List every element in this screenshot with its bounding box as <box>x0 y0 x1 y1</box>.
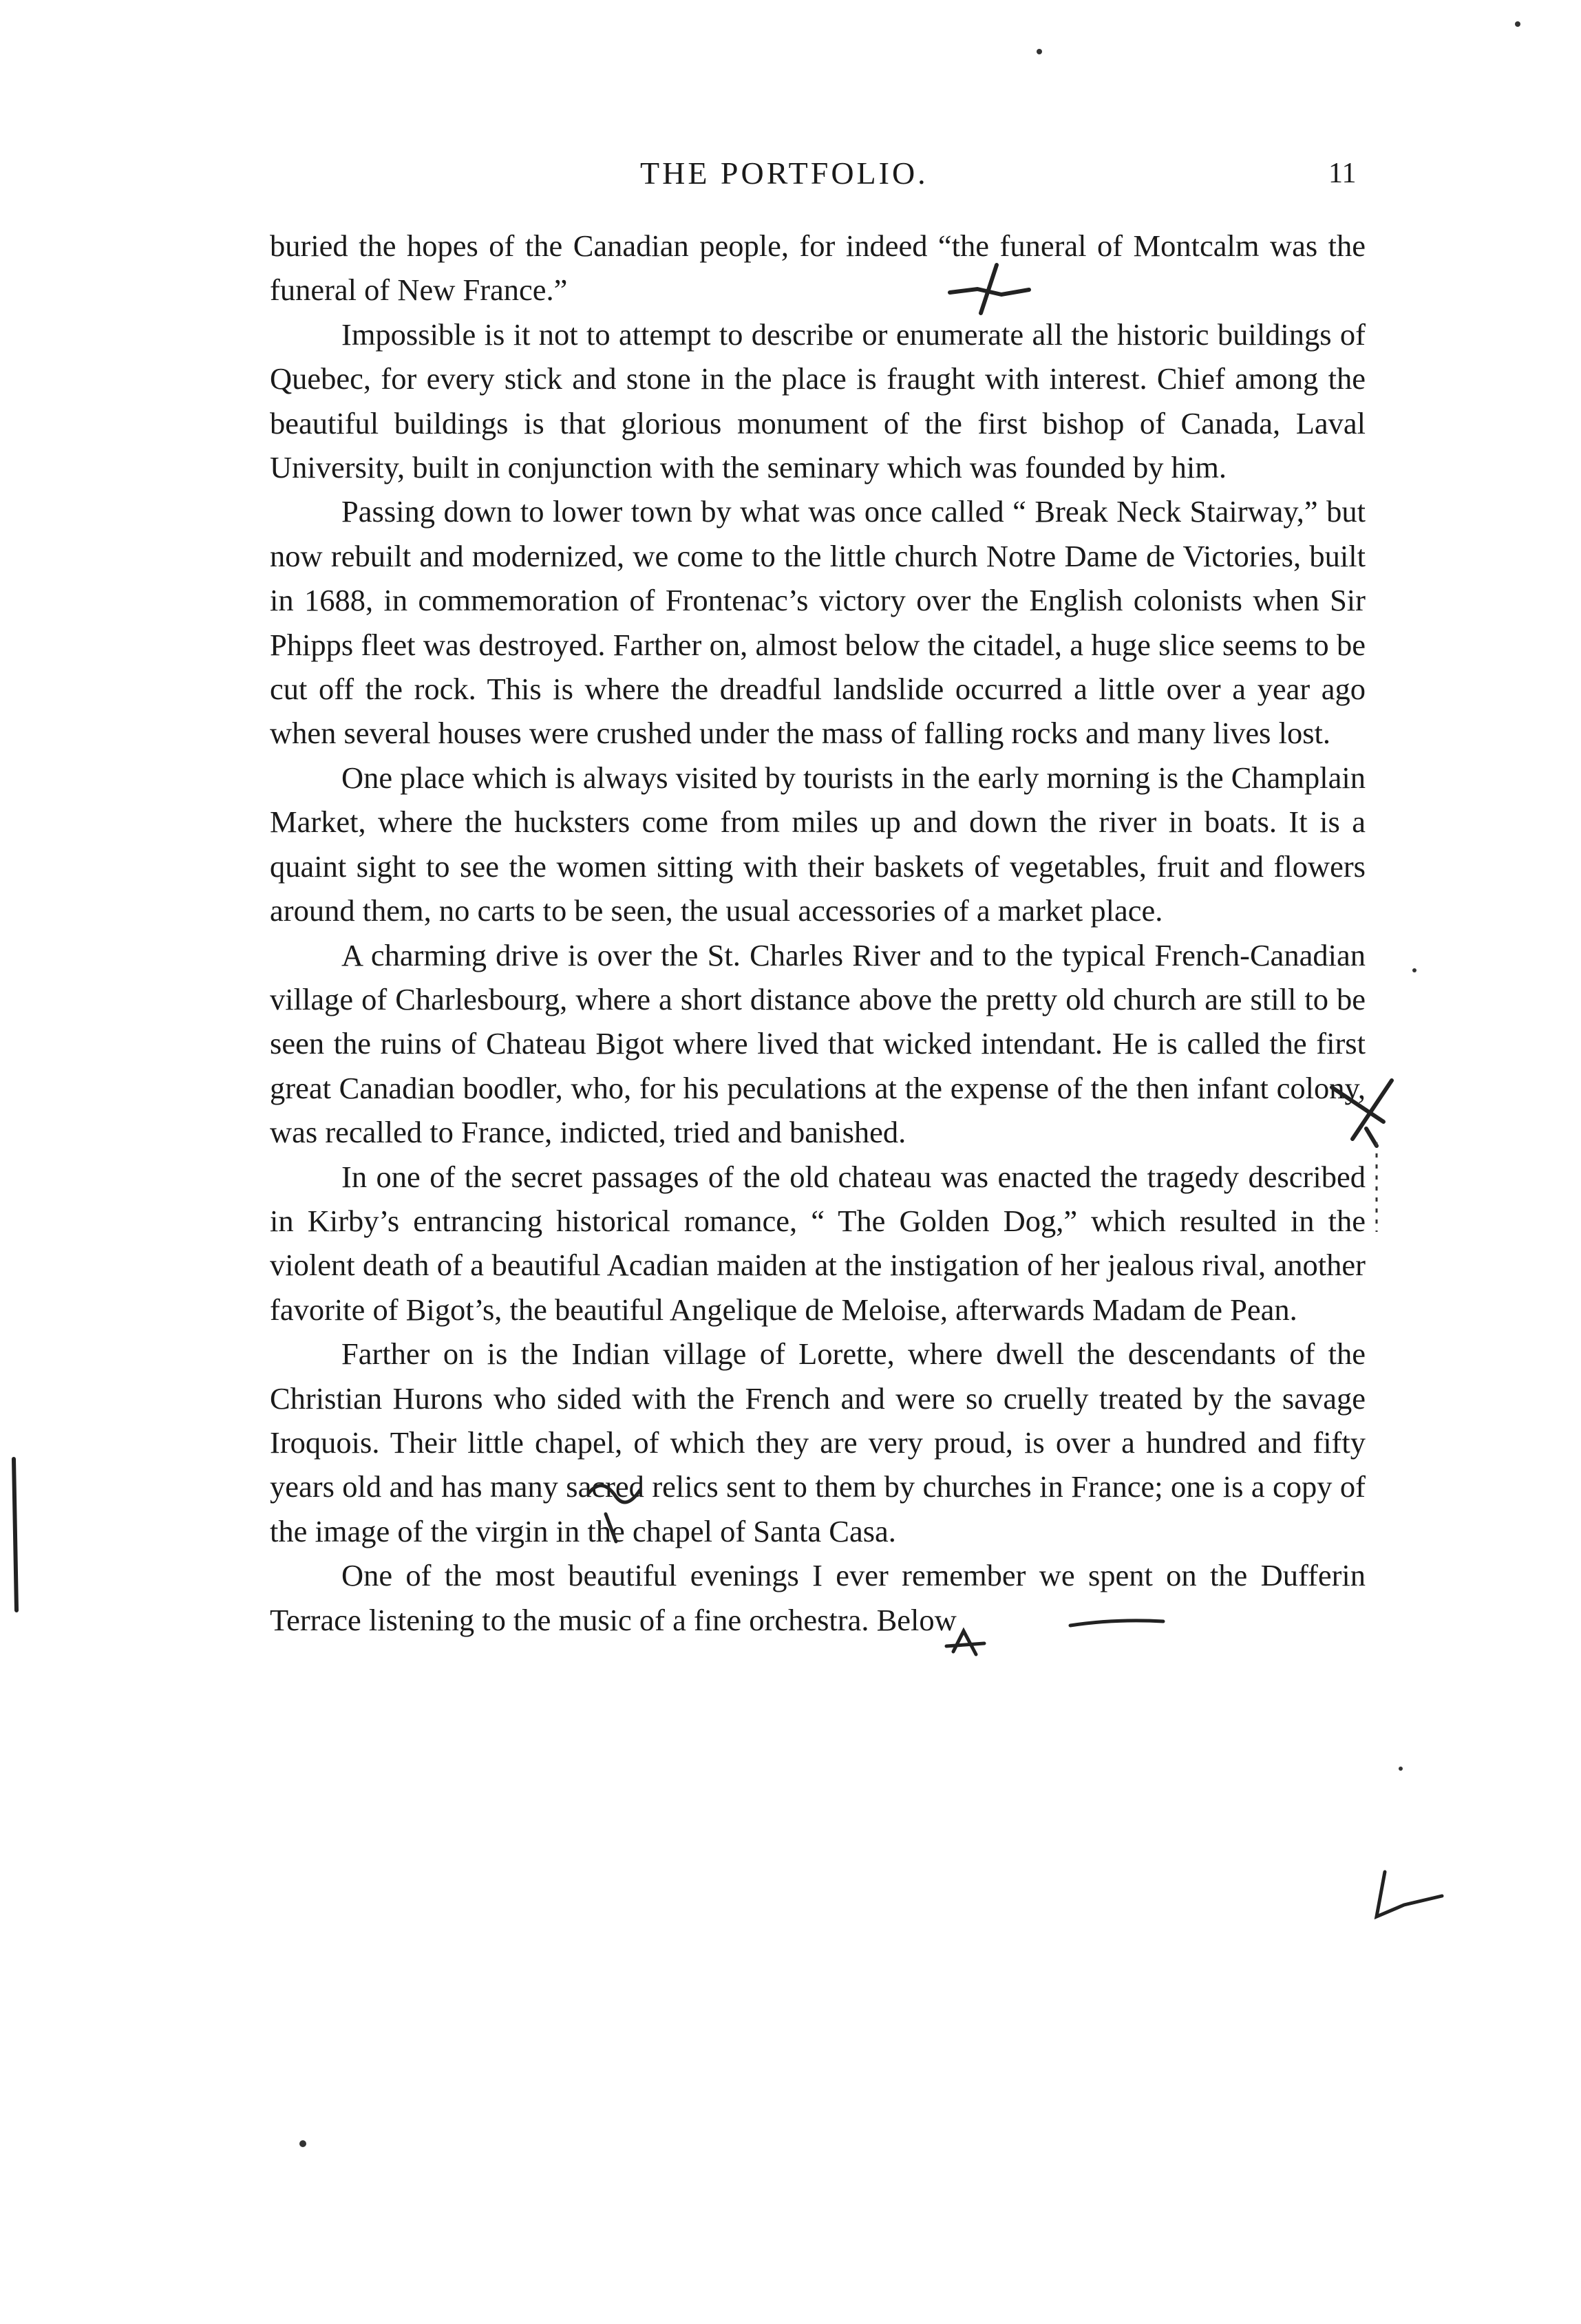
paragraph-8: One of the most beautiful evenings I ever remember we spent on the Dufferin Terrace listening to the music of a fine orchestra. Below <box>270 1558 1366 1637</box>
paragraph-4: One place which is always visited by tourists in the early morning is the Champlain Market, where the hucksters come from miles up and down the river in boats. It is a quaint sight to see the women sitting with their baskets of vegetables, fruit and flowers around them, no carts to be seen, the usual accessories of a market place. <box>270 760 1366 928</box>
paragraph-7: Farther on is the Indian village of Lorette, where dwell the descendants of the Christian Hurons who sided with the French and were so cruelly treated by the savage Iroquois. Their little chapel, of which they are very proud, is over a hundred and fifty years old and has many sacred relics sent to them by churches in France; one is a copy of the image of the virgin in the chapel of Santa Casa. <box>270 1336 1366 1548</box>
margin-mark-l <box>1377 1872 1442 1917</box>
paragraph-5: A charming drive is over the St. Charles River and to the typical French-Canadian village of Charlesbourg, where a short distance above the pretty old church are still to be seen the ruins of Chateau Bigot where lived that wicked intendant. He is called the first great Canadian boodler, who, for his peculations at the expense of the then infant colony, was recalled to France, indicted, tried and banished. <box>270 937 1366 1150</box>
running-head <box>0 153 1581 194</box>
paragraph-6: In one of the secret passages of the old chateau was enacted the tragedy described in Kirby’s entrancing historical romance, “ The Golden Dog,” which resulted in the violent death of a beautiful Acadian maiden at the instigation of her jealous rival, another favorite of Bigot’s, the beautiful Angelique de Meloise, afterwards Madam de Pean. <box>270 1159 1366 1327</box>
body-text <box>270 224 1366 1642</box>
paragraph-2: Impossible is it not to attempt to describe or enumerate all the historic buildings of Quebec, for every stick and stone in the place is fraught with interest. Chief among the beautiful buildings is that glorious monument of the first bishop of Canada, Laval University, built in conjunction with the seminary which was founded by him. <box>270 317 1366 485</box>
running-title: THE PORTFOLIO. <box>640 156 929 191</box>
page-number: 11 <box>1328 158 1357 189</box>
left-margin-line <box>14 1459 17 1610</box>
paragraph-1: buried the hopes of the Canadian people, for indeed “the funeral of Montcalm was the funeral of New France.” <box>270 228 1366 308</box>
paragraph-3: Passing down to lower town by what was once called “ Break Neck Stairway,” but now rebuilt and modernized, we come to the little church Notre Dame de Victories, built in 1688, in commemoration of Frontenac’s victory over the English colonists when Sir Phipps fleet was destroyed. Farther on, almost below the citadel, a huge slice seems to be cut off the rock. This is where the dreadful landslide occurred a little over a year ago when several houses were crushed under the mass of falling rocks and many lives lost. <box>270 494 1366 751</box>
